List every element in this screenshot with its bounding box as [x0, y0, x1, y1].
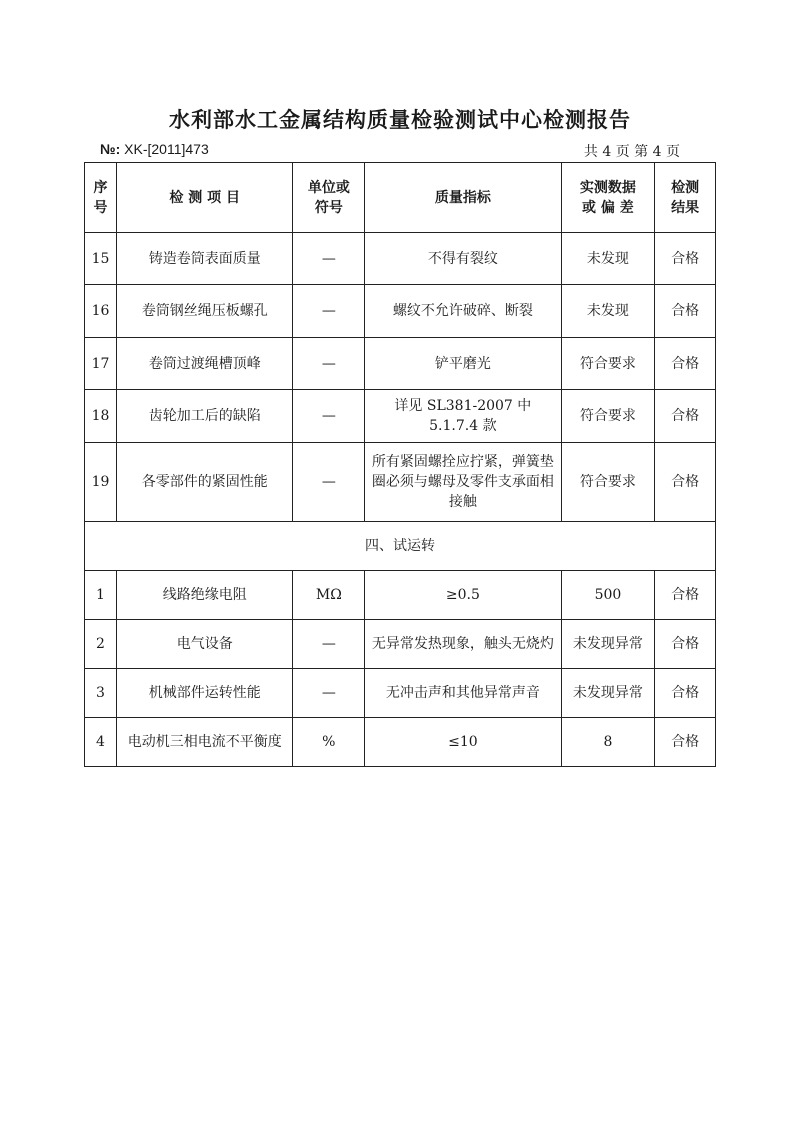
cell-no: 1 — [85, 571, 117, 620]
cell-result: 合格 — [655, 443, 716, 522]
report-number-value: XK-[2011]473 — [124, 141, 209, 157]
header-unit — [293, 163, 365, 233]
cell-result: 合格 — [655, 669, 716, 718]
cell-unit: — — [293, 443, 365, 522]
table-row — [85, 620, 716, 669]
cell-item: 齿轮加工后的缺陷 — [116, 390, 293, 443]
cell-spec: 无异常发热现象，触头无烧灼 — [365, 620, 561, 669]
table-row — [85, 285, 716, 338]
cell-unit: % — [293, 718, 365, 767]
cell-result: 合格 — [655, 571, 716, 620]
cell-result: 合格 — [655, 233, 716, 285]
header-data-line1: 实测数据 — [579, 179, 636, 196]
cell-data: 符合要求 — [561, 390, 655, 443]
cell-item: 各零部件的紧固性能 — [116, 443, 293, 522]
header-result — [655, 163, 716, 233]
cell-result: 合格 — [655, 620, 716, 669]
cell-no: 19 — [85, 443, 117, 522]
cell-result: 合格 — [655, 390, 716, 443]
cell-item: 机械部件运转性能 — [116, 669, 293, 718]
cell-data: 符合要求 — [561, 338, 655, 390]
cell-spec: 不得有裂纹 — [365, 233, 561, 285]
header-spec: 质量指标 — [365, 163, 561, 233]
header-item: 检 测 项 目 — [116, 163, 293, 233]
cell-unit: — — [293, 285, 365, 338]
table-row — [85, 233, 716, 285]
report-number — [100, 141, 209, 157]
cell-item: 卷筒过渡绳槽顶峰 — [116, 338, 293, 390]
header-unit-line2: 符号 — [314, 199, 343, 216]
cell-result: 合格 — [655, 285, 716, 338]
cell-spec: 详见 SL381-2007 中 5.1.7.4 款 — [365, 390, 561, 443]
table-row — [85, 571, 716, 620]
cell-no: 17 — [85, 338, 117, 390]
cell-no: 15 — [85, 233, 117, 285]
header-no-line1: 序 — [93, 179, 108, 196]
cell-item: 铸造卷筒表面质量 — [116, 233, 293, 285]
cell-data: 未发现 — [561, 285, 655, 338]
cell-no: 16 — [85, 285, 117, 338]
section-header-row — [85, 522, 716, 571]
cell-unit: — — [293, 620, 365, 669]
cell-item: 卷筒钢丝绳压板螺孔 — [116, 285, 293, 338]
cell-spec: ≤10 — [365, 718, 561, 767]
cell-unit: MΩ — [293, 571, 365, 620]
header-no-line2: 号 — [93, 199, 108, 216]
header-data-line2: 或 偏 差 — [582, 199, 634, 216]
table-row — [85, 718, 716, 767]
page-info: 共 4 页 第 4 页 — [583, 144, 680, 160]
cell-item: 电动机三相电流不平衡度 — [116, 718, 293, 767]
cell-unit: — — [293, 390, 365, 443]
cell-data: 未发现异常 — [561, 620, 655, 669]
table-row — [85, 669, 716, 718]
table-row — [85, 390, 716, 443]
cell-spec: 铲平磨光 — [365, 338, 561, 390]
section-title: 四、试运转 — [85, 522, 716, 571]
cell-data: 8 — [561, 718, 655, 767]
report-number-symbol: №: — [100, 141, 121, 157]
cell-spec: ≥0.5 — [365, 571, 561, 620]
cell-unit: — — [293, 669, 365, 718]
cell-no: 2 — [85, 620, 117, 669]
inspection-table — [84, 162, 716, 767]
table-row — [85, 443, 716, 522]
report-title: 水利部水工金属结构质量检验测试中心检测报告 — [169, 107, 631, 132]
header-no — [85, 163, 117, 233]
cell-item: 线路绝缘电阻 — [116, 571, 293, 620]
header-data — [561, 163, 655, 233]
cell-unit: — — [293, 233, 365, 285]
cell-data: 500 — [561, 571, 655, 620]
cell-item: 电气设备 — [116, 620, 293, 669]
cell-data: 符合要求 — [561, 443, 655, 522]
cell-result: 合格 — [655, 718, 716, 767]
cell-no: 3 — [85, 669, 117, 718]
cell-unit: — — [293, 338, 365, 390]
header-unit-line1: 单位或 — [307, 179, 350, 196]
cell-no: 4 — [85, 718, 117, 767]
cell-no: 18 — [85, 390, 117, 443]
cell-data: 未发现 — [561, 233, 655, 285]
header-result-line2: 结果 — [671, 199, 700, 216]
table-row — [85, 338, 716, 390]
cell-spec: 所有紧固螺拴应拧紧，弹簧垫圈必须与螺母及零件支承面相接触 — [365, 443, 561, 522]
cell-spec: 无冲击声和其他异常声音 — [365, 669, 561, 718]
cell-spec: 螺纹不允许破碎、断裂 — [365, 285, 561, 338]
cell-data: 未发现异常 — [561, 669, 655, 718]
cell-result: 合格 — [655, 338, 716, 390]
table-header-row — [85, 163, 716, 233]
report-meta — [100, 141, 680, 161]
header-result-line1: 检测 — [671, 179, 700, 196]
